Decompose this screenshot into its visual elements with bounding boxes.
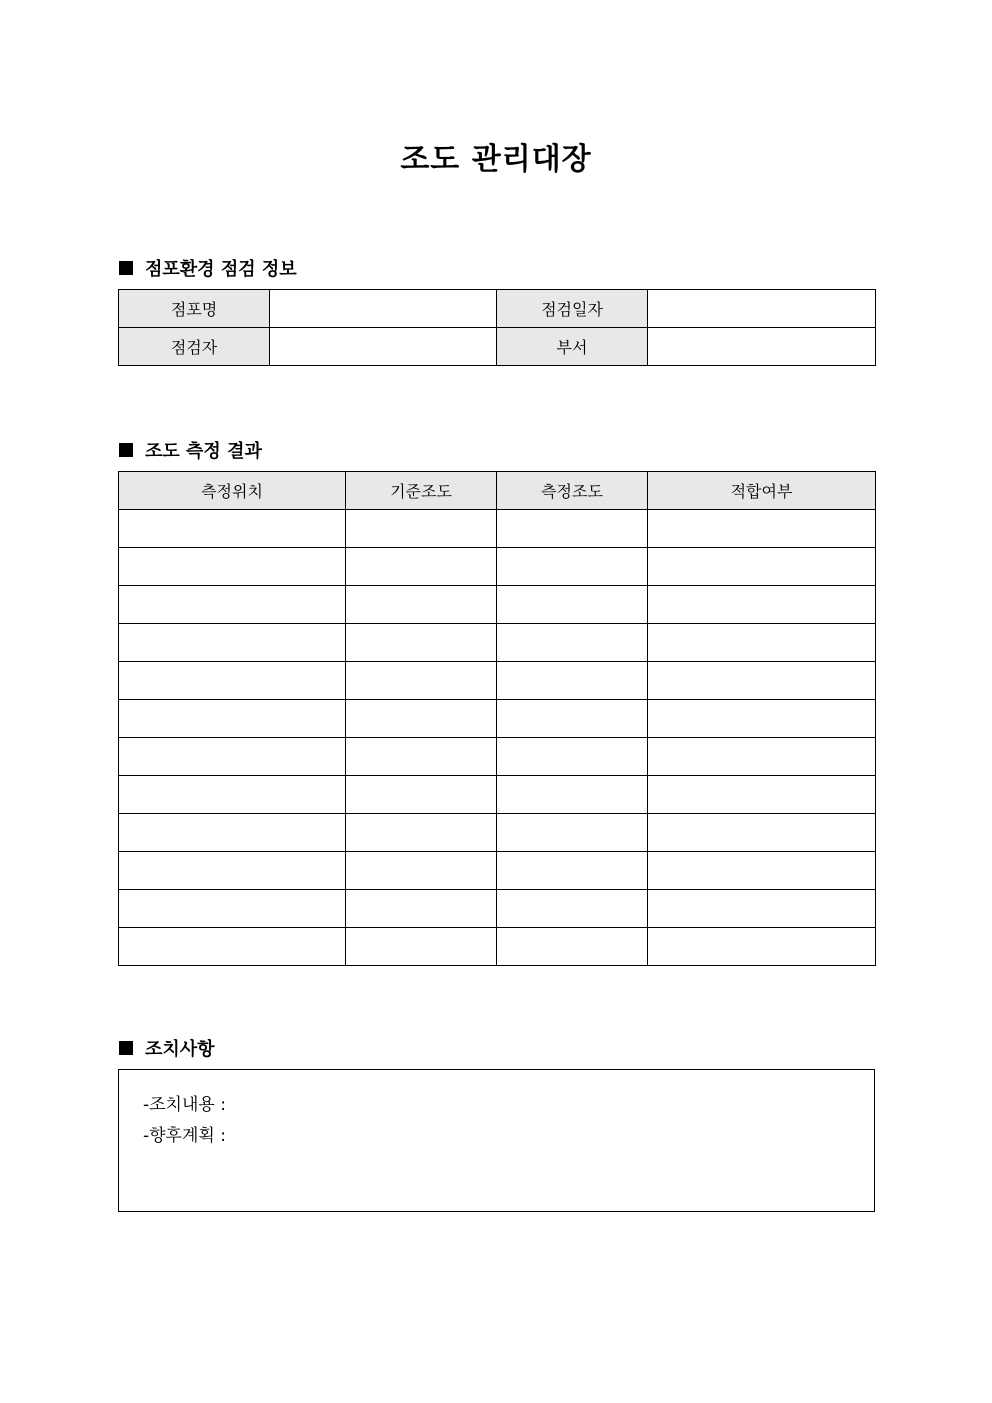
department-label: 부서	[497, 328, 648, 366]
standard-cell[interactable]	[346, 624, 497, 662]
section-heading-measurement	[119, 437, 262, 463]
table-row	[119, 852, 876, 890]
location-cell[interactable]	[119, 852, 346, 890]
measured-cell[interactable]	[497, 738, 648, 776]
location-cell[interactable]	[119, 624, 346, 662]
suitability-cell[interactable]	[648, 738, 876, 776]
section-heading-label: 점포환경 점검 정보	[145, 259, 297, 280]
standard-cell[interactable]	[346, 852, 497, 890]
location-cell[interactable]	[119, 548, 346, 586]
standard-cell[interactable]	[346, 662, 497, 700]
location-cell[interactable]	[119, 928, 346, 966]
section-heading-store-info	[119, 255, 297, 281]
table-row	[119, 814, 876, 852]
suitability-cell[interactable]	[648, 776, 876, 814]
table-row	[119, 662, 876, 700]
table-row	[119, 928, 876, 966]
measured-cell[interactable]	[497, 852, 648, 890]
column-header-standard: 기준조도	[346, 472, 497, 510]
table-row	[119, 586, 876, 624]
table-row	[119, 700, 876, 738]
suitability-cell[interactable]	[648, 928, 876, 966]
location-cell[interactable]	[119, 776, 346, 814]
standard-cell[interactable]	[346, 586, 497, 624]
table-row	[119, 890, 876, 928]
location-cell[interactable]	[119, 586, 346, 624]
measured-cell[interactable]	[497, 586, 648, 624]
measured-cell[interactable]	[497, 510, 648, 548]
department-field[interactable]	[648, 328, 876, 366]
square-bullet-icon	[119, 1041, 133, 1055]
measured-cell[interactable]	[497, 700, 648, 738]
action-content-line: -조치내용 :	[143, 1095, 226, 1115]
column-header-measured: 측정조도	[497, 472, 648, 510]
standard-cell[interactable]	[346, 700, 497, 738]
location-cell[interactable]	[119, 662, 346, 700]
standard-cell[interactable]	[346, 510, 497, 548]
suitability-cell[interactable]	[648, 586, 876, 624]
page-title: 조도 관리대장	[400, 142, 592, 177]
standard-cell[interactable]	[346, 890, 497, 928]
suitability-cell[interactable]	[648, 510, 876, 548]
table-row	[119, 738, 876, 776]
column-header-location: 측정위치	[119, 472, 346, 510]
table-header-row	[119, 472, 876, 510]
table-row	[119, 328, 876, 366]
location-cell[interactable]	[119, 510, 346, 548]
section-heading-label: 조도 측정 결과	[145, 441, 262, 462]
measured-cell[interactable]	[497, 890, 648, 928]
measured-cell[interactable]	[497, 548, 648, 586]
standard-cell[interactable]	[346, 814, 497, 852]
square-bullet-icon	[119, 443, 133, 457]
inspector-label: 점검자	[119, 328, 270, 366]
suitability-cell[interactable]	[648, 624, 876, 662]
store-info-table	[118, 289, 876, 366]
square-bullet-icon	[119, 261, 133, 275]
table-row	[119, 290, 876, 328]
inspection-date-field[interactable]	[648, 290, 876, 328]
standard-cell[interactable]	[346, 928, 497, 966]
location-cell[interactable]	[119, 814, 346, 852]
measured-cell[interactable]	[497, 662, 648, 700]
section-heading-label: 조치사항	[145, 1039, 215, 1060]
suitability-cell[interactable]	[648, 852, 876, 890]
column-header-suitability: 적합여부	[648, 472, 876, 510]
future-plan-line: -향후계획 :	[143, 1126, 226, 1146]
measured-cell[interactable]	[497, 814, 648, 852]
standard-cell[interactable]	[346, 738, 497, 776]
location-cell[interactable]	[119, 738, 346, 776]
location-cell[interactable]	[119, 890, 346, 928]
inspection-date-label: 점검일자	[497, 290, 648, 328]
action-notes-box[interactable]	[118, 1069, 875, 1212]
inspector-field[interactable]	[270, 328, 497, 366]
measurement-table	[118, 471, 876, 966]
store-name-field[interactable]	[270, 290, 497, 328]
suitability-cell[interactable]	[648, 662, 876, 700]
table-row	[119, 624, 876, 662]
standard-cell[interactable]	[346, 548, 497, 586]
measured-cell[interactable]	[497, 928, 648, 966]
suitability-cell[interactable]	[648, 890, 876, 928]
suitability-cell[interactable]	[648, 814, 876, 852]
measurement-rows	[119, 510, 876, 966]
table-row	[119, 548, 876, 586]
measured-cell[interactable]	[497, 624, 648, 662]
measured-cell[interactable]	[497, 776, 648, 814]
table-row	[119, 776, 876, 814]
suitability-cell[interactable]	[648, 700, 876, 738]
suitability-cell[interactable]	[648, 548, 876, 586]
standard-cell[interactable]	[346, 776, 497, 814]
table-row	[119, 510, 876, 548]
location-cell[interactable]	[119, 700, 346, 738]
section-heading-actions	[119, 1035, 215, 1061]
store-name-label: 점포명	[119, 290, 270, 328]
